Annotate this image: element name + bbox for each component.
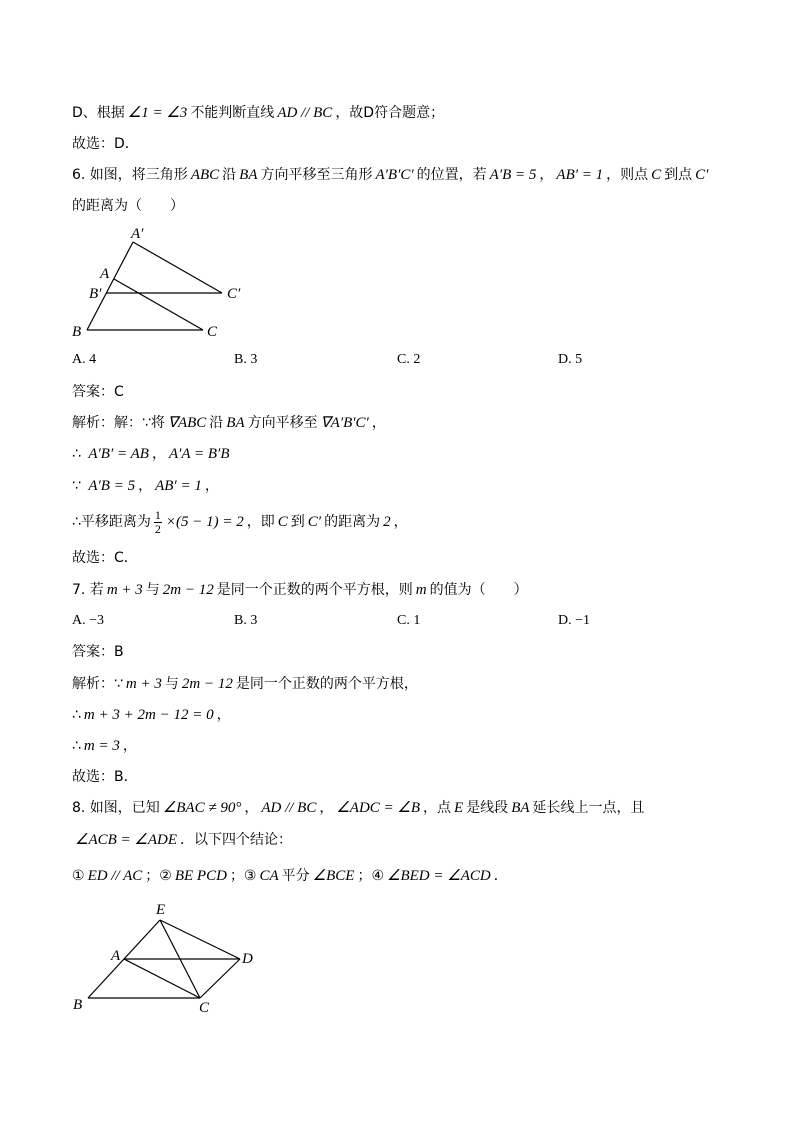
math-expression: A′A = B′B xyxy=(168,446,230,462)
text-run: ， xyxy=(122,738,137,754)
segment-A-C xyxy=(124,959,200,998)
q6-option-a: A. 4 xyxy=(72,352,97,367)
text-run: ， xyxy=(216,707,231,723)
text-run: ， xyxy=(151,446,166,462)
math-expression: ∇ABC xyxy=(167,415,207,431)
math-expression: ED // AC xyxy=(87,868,143,884)
text-run: ， xyxy=(393,514,408,530)
q6-analysis-line xyxy=(72,413,386,433)
text-run: ， xyxy=(138,478,153,494)
text-run: ，故D符合题意； xyxy=(335,105,445,121)
math-expression: ∠BCE xyxy=(312,868,355,884)
text-run: 7. 若 xyxy=(72,582,104,598)
math-expression: m xyxy=(415,582,427,598)
math-expression: AB′ = 1 xyxy=(556,167,604,183)
text-run: ∴ xyxy=(72,738,81,754)
q7-option-b: B. 3 xyxy=(234,613,258,628)
segment-A-C xyxy=(114,279,203,330)
q6-answer-text: 答案：C xyxy=(72,384,124,400)
math-expression: A′B′C′ xyxy=(375,167,414,183)
fraction-denominator: 2 xyxy=(154,521,161,536)
q6-option-c: C. 2 xyxy=(397,352,421,367)
q6-stem-continued xyxy=(72,196,184,216)
text-run: ∵ xyxy=(72,478,86,494)
math-expression: C′ xyxy=(695,167,709,183)
math-expression: BA xyxy=(511,800,530,816)
q6-option-d: D. 5 xyxy=(558,352,583,367)
text-run: ① xyxy=(72,868,85,884)
math-expression: 2m − 12 xyxy=(181,676,233,692)
text-run: ，则点 xyxy=(606,167,649,183)
math-expression: C xyxy=(651,167,662,183)
math-expression: ×(5 − 1) = 2 xyxy=(165,514,244,530)
math-expression: CA xyxy=(259,868,279,884)
math-expression: ∠1 = ∠3 xyxy=(127,105,188,121)
text-run: ，即 xyxy=(246,514,275,530)
math-expression: ∇A′B′C′ xyxy=(320,415,369,431)
fraction-numerator: 1 xyxy=(154,507,161,522)
text-run: 沿 xyxy=(222,167,237,183)
text-run: 延长线上一点，且 xyxy=(532,800,645,816)
q7-option-c: C. 1 xyxy=(397,613,421,628)
q6-analysis-line xyxy=(72,444,233,464)
q7-option-a: A. −3 xyxy=(72,613,105,628)
text-run: ；④ xyxy=(357,868,385,884)
text-run: 是同一个正数的两个平方根，则 xyxy=(216,582,413,598)
segment-C-D xyxy=(200,959,240,998)
q7-answer-text: 答案：B xyxy=(72,644,124,660)
text-run: 的位置，若 xyxy=(416,167,487,183)
q7-option-d: D. −1 xyxy=(558,613,591,628)
label-B: B xyxy=(72,324,82,340)
label-B-prime: B′ xyxy=(89,286,102,302)
text-run: ∴ xyxy=(72,446,86,462)
q6-analysis-line xyxy=(72,507,408,537)
label-A: A xyxy=(111,948,121,964)
text-run: 解析：解：∵将 xyxy=(72,415,165,431)
text-run: ， xyxy=(539,167,554,183)
q7-stem xyxy=(72,580,528,600)
text-run: ．以下四个结论： xyxy=(180,832,293,848)
math-expression: BA xyxy=(226,415,245,431)
text-run: ；② xyxy=(145,868,172,884)
math-expression: m + 3 xyxy=(125,676,162,692)
math-expression: A′B = 5 xyxy=(489,167,537,183)
text-run: ∴ xyxy=(72,707,81,723)
q6-conclusion xyxy=(72,548,138,568)
q6-figure-translated-triangles xyxy=(60,225,260,345)
math-expression: ABC xyxy=(190,167,220,183)
q8-stem-continued xyxy=(72,830,292,850)
text-run: ∴平移距离为 xyxy=(72,514,151,530)
q8-figure-quadrilateral xyxy=(60,900,270,1020)
q6-stem xyxy=(72,165,711,185)
text-run: ， xyxy=(319,800,334,816)
q7-analysis-line xyxy=(72,674,418,694)
q7-analysis-line xyxy=(72,705,231,725)
text-run: D、根据 xyxy=(72,105,125,121)
text-run: ；③ xyxy=(229,868,257,884)
math-expression: A′B′ = AB xyxy=(88,446,149,462)
text-run: ，点 xyxy=(423,800,452,816)
label-A: A xyxy=(100,266,110,282)
text-run: 是线段 xyxy=(466,800,509,816)
q7-conclusion-text: 故选：B． xyxy=(72,769,138,785)
text-run: 不能判断直线 xyxy=(190,105,275,121)
label-C: C xyxy=(207,324,218,340)
q8-stem xyxy=(72,798,645,818)
math-expression: C xyxy=(277,514,288,530)
text-run: 到点 xyxy=(664,167,693,183)
text-run: 方向平移至 xyxy=(247,415,318,431)
label-E: E xyxy=(156,902,166,918)
math-expression: ∠ACB = ∠ADE xyxy=(75,832,178,848)
math-expression: m + 3 + 2m − 12 = 0 xyxy=(83,707,214,723)
q7-conclusion xyxy=(72,767,138,787)
text-run: 沿 xyxy=(209,415,224,431)
text-run: ， xyxy=(244,800,259,816)
math-expression: AD // BC xyxy=(261,800,317,816)
q7-analysis-line xyxy=(72,736,137,756)
text-run: 6. 如图，将三角形 xyxy=(72,167,188,183)
text-run: 平分 xyxy=(281,868,310,884)
math-expression: BE PCD xyxy=(174,868,227,884)
text-run: ， xyxy=(204,478,219,494)
math-expression: BA xyxy=(239,167,258,183)
math-expression: m = 3 xyxy=(83,738,120,754)
math-expression: m + 3 xyxy=(106,582,143,598)
math-expression: ∠BED = ∠ACD xyxy=(387,868,491,884)
text-run: 与 xyxy=(164,676,179,692)
q7-answer xyxy=(72,642,124,662)
text-run: 的值为（ ） xyxy=(429,582,528,598)
q6-analysis-line xyxy=(72,476,219,496)
math-expression: AB′ = 1 xyxy=(155,478,202,494)
segment-E-D xyxy=(160,920,240,959)
text-run: 与 xyxy=(145,582,160,598)
q5-conclusion xyxy=(72,134,139,154)
math-expression: A′B = 5 xyxy=(88,478,136,494)
text-run: 8. 如图，已知 xyxy=(72,800,160,816)
math-expression: 2m − 12 xyxy=(162,582,214,598)
math-expression: ∠BAC ≠ 90° xyxy=(162,800,242,816)
text-run: 方向平移至三角形 xyxy=(260,167,373,183)
label-D: D xyxy=(242,951,253,967)
text-run: 是同一个正数的两个平方根， xyxy=(235,676,418,692)
q6-stem-cont-text: 的距离为（ ） xyxy=(72,198,184,214)
math-expression: C′ xyxy=(307,514,322,530)
text-run: 解析：∵ xyxy=(72,676,123,692)
q5-conclusion-text: 故选：D． xyxy=(72,136,139,152)
q5-option-d-note xyxy=(72,103,444,123)
segment-A-prime-C-prime xyxy=(133,242,222,293)
fraction xyxy=(154,509,162,536)
q6-answer xyxy=(72,382,124,402)
math-expression: AD // BC xyxy=(277,105,333,121)
text-run: ． xyxy=(493,868,508,884)
q8-conclusion-list xyxy=(72,866,508,886)
label-C-prime: C′ xyxy=(227,286,241,302)
math-expression: 2 xyxy=(383,514,391,530)
label-C: C xyxy=(199,1000,210,1016)
text-run: 到 xyxy=(290,514,305,530)
math-expression: ∠ADC = ∠B xyxy=(336,800,421,816)
label-B: B xyxy=(73,997,83,1013)
label-A-prime: A′ xyxy=(131,226,144,242)
q6-conclusion-text: 故选：C． xyxy=(72,550,138,566)
q6-option-b: B. 3 xyxy=(234,352,258,367)
math-expression: E xyxy=(454,800,464,816)
text-run: ， xyxy=(371,415,386,431)
text-run: 的距离为 xyxy=(324,514,381,530)
